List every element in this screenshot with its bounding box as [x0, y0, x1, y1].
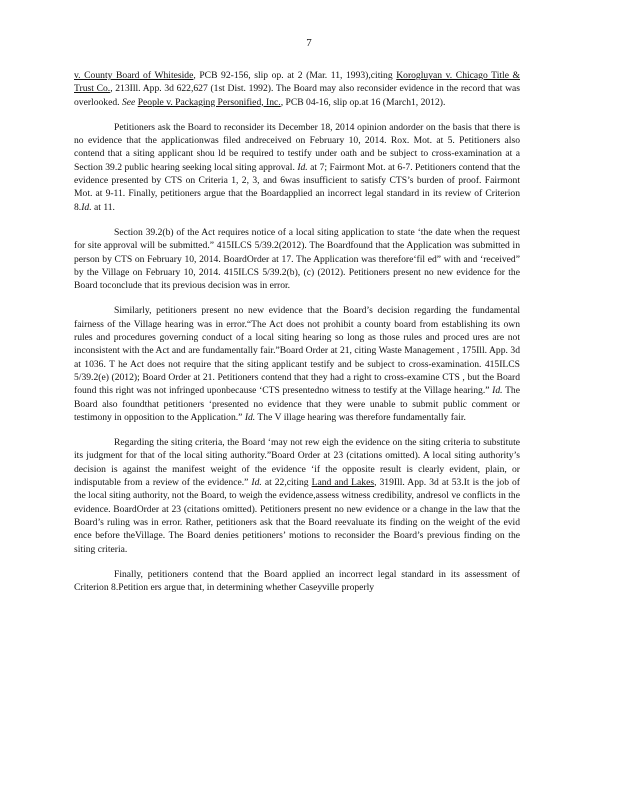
id-citation: Id. [244, 411, 256, 423]
id-citation: Id. [81, 201, 92, 213]
paragraph-section-39-2 [74, 226, 520, 292]
paragraph-continued [74, 69, 520, 109]
case-citation: Korogluyan v. Chicago Title & Trust Co. [74, 70, 521, 95]
case-citation: Land and Lakes [311, 477, 375, 489]
signal-word: See [121, 96, 136, 108]
paragraph-petitioners-request [74, 121, 520, 214]
paragraph-criterion-8 [74, 568, 520, 595]
text-run: at 22,citing [261, 477, 312, 489]
text-run: , 319Ill. App. 3d at 53.It is the job of the local siting authority, not the Board, to weigh the evidence,assess witness credibility, andresol ve conflicts in the evidence. BoardOrder at 23 (citations omitted). Petitioners present no new evidence or a change in the law that the Board’s ruling was in error. Rather, petitioners ask that the Board reevaluate its finding on the weight of the evid ence before theVillage. The Board denies petitioners’ motions to reconsider the Board’s previous finding on the siting criteria. [74, 477, 520, 555]
text-run: Regarding the siting criteria, the Board ‘may not rew eigh the evidence on the siting criteria to substitute its judgment for that of the local siting authority.”Board Order at 23 (citations omitted). A local siting authority’s decision is against the manifest weight of the evidence ‘if the opposite result is clearly evident, plain, or indisputable from a review of the evidence.” [74, 437, 520, 489]
text-run: The Board also foundthat petitioners ‘presented no evidence that they were unable to submit public comment or testimony in opposition to the Application.” [74, 385, 520, 423]
text-run: , PCB 04-16, slip op.at 16 (March1, 2012). [280, 96, 446, 108]
text-run: at 7; Fairmont Mot. at 6-7. Petitioners contend that the evidence presented by CTS on Criteria 1, 2, 3, and 6was insufficient to satisfy CTS’s burden of proof. Fairmont Mot. at 9-11. Finally, petitioners argue that the Boardapplied an incorrect legal standard in its review of Criterion 8. [74, 161, 520, 213]
document-body [74, 69, 520, 606]
text-run: , 213Ill. App. 3d 622,627 (1st Dist. 1992). The Board may also reconsider evidence in the record that was overlooked. [74, 83, 520, 108]
text-run: The V illage hearing was therefore fundamentally fair. [255, 411, 466, 423]
page-number: 7 [306, 37, 312, 49]
case-citation: v. County Board of Whiteside [74, 70, 194, 81]
case-citation: People v. Packaging Personified, Inc. [137, 96, 281, 108]
id-citation: Id. [297, 161, 308, 173]
paragraph-fundamental-fairness [74, 304, 520, 424]
text-run: Section 39.2(b) of the Act requires notice of a local siting application to state ‘the date when the request for site approval will be submitted.” 415ILCS 5/39.2(2012). The Boardfound that the Application was submitted in person by CTS on February 10, 2014. BoardOrder at 17. The Application was therefore‘fil ed” with and ‘received” by the Village on February 10, 2014. 415ILCS 5/39.2(b), (c) (2012). Petitioners present no new evidence for the Board toconclude that its previous decision was in error. [74, 226, 520, 292]
paragraph-siting-criteria [74, 436, 520, 556]
text-run: , PCB 92-156, slip op. at 2 (Mar. 11, 1993),citing [193, 70, 397, 81]
id-citation: Id. [251, 477, 262, 489]
text-run: Similarly, petitioners present no new evidence that the Board’s decision regarding the fundamental fairness of the Village hearing was in error.“The Act does not prohibit a county board from establishing its own rules and procedures governing conduct of a local siting hearing so long as those rules and proced ures are not inconsistent with the Act and are fundamentally fair.”Board Order at 21, citing Waste Management , 175Ill. App. 3d at 1036. T he Act does not require that the siting applicant testify and be subject to cross-examination. 415ILCS 5/39.2(e) (2012); Board Order at 21. Petitioners contend that they had a right to cross-examine CTS , but the Board found this right was not infringed uponbecause ‘CTS presentedno witness to testify at the Village hearing.” [74, 305, 520, 397]
text-run: at 11. [91, 201, 115, 213]
text-run: Petitioners ask the Board to reconsider its December 18, 2014 opinion andorder on the basis that there is no evidence that the applicationwas filed andreceived on February 10, 2014. Rox. Mot. at 5. Petitioners also contend that a siting applicant shou ld be required to testify under oath and be subject to cross-examination at a Section 39.2 public hearing seeking local siting approval. [74, 121, 520, 173]
text-run: Finally, petitioners contend that the Board applied an incorrect legal standard in its assessment of Criterion 8.Petition ers argue that, in determining whether Caseyville properly [74, 568, 520, 594]
id-citation: Id. [492, 385, 503, 397]
